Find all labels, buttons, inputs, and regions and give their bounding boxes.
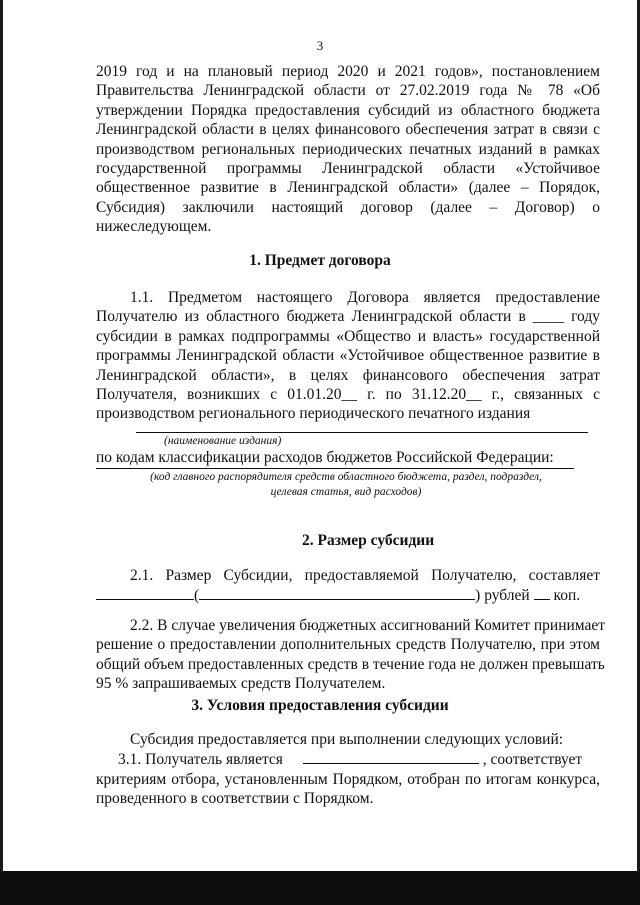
recipient-is-label: 3.1. Получатель является bbox=[118, 751, 283, 769]
text-line: проведенного в соответствии с Порядком. bbox=[96, 790, 374, 808]
paren-open: ( bbox=[194, 587, 200, 605]
section-3-paragraph bbox=[96, 730, 600, 809]
text-line: 1.1. Предметом настоящего Договора является предоставление bbox=[130, 289, 600, 306]
budget-codes-line bbox=[96, 448, 600, 467]
text-line: Правительства Ленинградской области от 27.02.2019 года № 78 «Об bbox=[96, 82, 600, 100]
complies-label: , соответствует bbox=[482, 751, 583, 769]
text-line: нижеследующем. bbox=[96, 218, 212, 236]
section-1-paragraph bbox=[96, 288, 600, 424]
kopecks-blank bbox=[534, 585, 550, 600]
amount-words-blank bbox=[199, 585, 475, 600]
text-line: по кодам классификации расходов бюджетов Российской Федерации: bbox=[96, 449, 554, 466]
text-line: производством региональных периодических печатных изданий в рамках bbox=[96, 140, 600, 158]
text-line: государственной программы Ленинградской области «Устойчивое bbox=[96, 160, 600, 178]
text-line: 2019 год и на плановый период 2020 и 2021 годов», постановлением bbox=[96, 63, 600, 80]
scan-bottom-edge bbox=[0, 871, 640, 905]
text-line: Субсидия) заключили настоящий договор (далее – Договор) о bbox=[96, 198, 600, 216]
text-line: критериям отбора, установленным Порядком, отобран по итогам конкурса, bbox=[96, 770, 600, 788]
text-line: 95 % запрашиваемых средств Получателем. bbox=[96, 675, 386, 693]
text-line: Получателю из областного бюджета Ленинградской области в ____ году bbox=[96, 308, 600, 326]
page-number: 3 bbox=[316, 38, 324, 53]
intro-paragraph bbox=[96, 62, 600, 237]
text-line: 2.2. В случае увеличения бюджетных ассигнований Комитет принимает bbox=[130, 617, 606, 634]
caption-line: (код главного распорядителя средств областного бюджета, раздел, подраздел, bbox=[150, 471, 542, 483]
section-2-title: 2. Размер субсидии bbox=[302, 532, 435, 549]
text-line: Ленинградской области в целях финансового обеспечения затрат в связи с bbox=[96, 121, 600, 139]
text-line: Получателя, возникших с 01.01.20__ г. по 31.12.20__ г., связанных с bbox=[96, 386, 600, 404]
text-line: общественное развитие в Ленинградской области» (далее – Порядок, bbox=[96, 179, 600, 197]
text-line: производством регионального периодического печатного издания bbox=[96, 405, 531, 423]
caption-publication: (наименование издания) bbox=[164, 435, 282, 447]
text-line: утверждении Порядка предоставления субсидий из областного бюджета bbox=[96, 101, 600, 119]
text-line: общий объем предоставленных средств в течение года не должен превышать bbox=[96, 655, 605, 673]
text-line: Субсидия предоставляется при выполнении следующих условий: bbox=[130, 731, 564, 748]
caption-line: целевая статья, вид расходов) bbox=[270, 486, 422, 498]
budget-codes-blank bbox=[96, 468, 574, 469]
amount-digits-blank bbox=[96, 585, 194, 600]
recipient-status-blank bbox=[303, 749, 479, 764]
publication-name-blank bbox=[136, 432, 588, 433]
kopecks-label: коп. bbox=[553, 587, 581, 605]
section-2-paragraph-1 bbox=[96, 566, 600, 606]
scan-edge-left bbox=[0, 0, 3, 905]
text-line: программы Ленинградской области «Устойчивое общественное развитие в bbox=[96, 347, 600, 365]
text-line bbox=[96, 749, 600, 769]
text-line bbox=[96, 585, 600, 605]
rubles-label: ) рублей bbox=[475, 587, 530, 605]
section-2-paragraph-2 bbox=[96, 616, 606, 694]
text-line: решение о предоставлении дополнительных средств Получателю, при этом bbox=[96, 636, 600, 654]
section-1-title: 1. Предмет договора bbox=[249, 252, 391, 269]
section-3-title: 3. Условия предоставления субсидии bbox=[191, 697, 449, 714]
text-line: Ленинградской области», в целях финансового обеспечения затрат bbox=[96, 366, 600, 384]
text-line: субсидии в рамках подпрограммы «Общество и власть» государственной bbox=[96, 327, 600, 345]
caption-codes bbox=[96, 470, 596, 500]
text-line: 2.1. Размер Субсидии, предоставляемой Получателю, составляет bbox=[130, 567, 600, 584]
